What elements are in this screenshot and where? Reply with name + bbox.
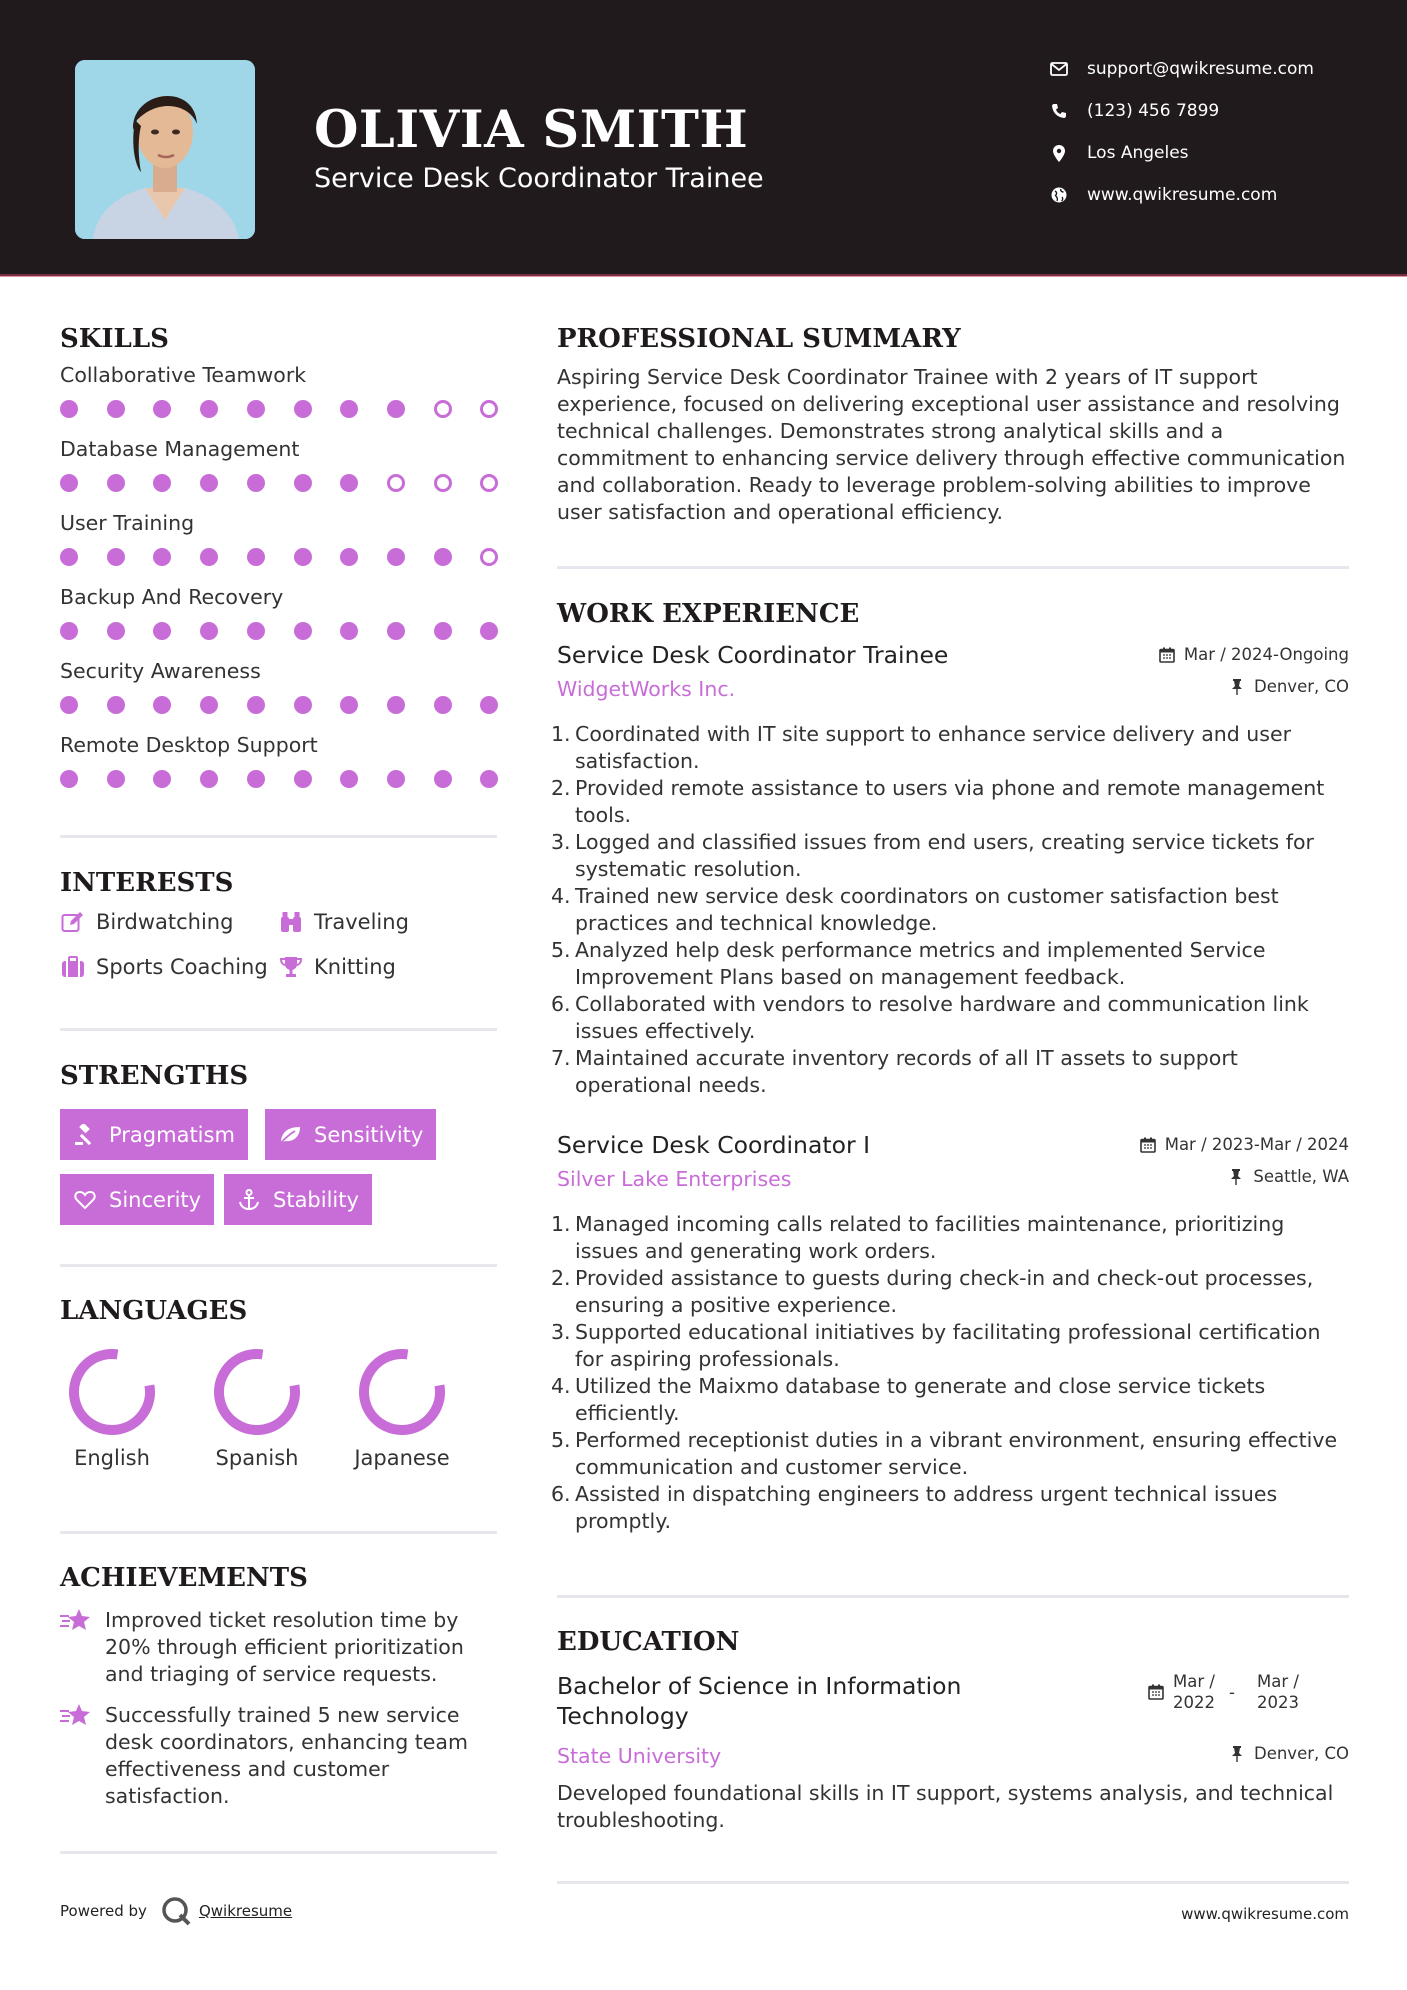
contact-location-text: Los Angeles	[1087, 143, 1189, 163]
bullet-text: Collaborated with vendors to resolve hardware and communication link issues effectively.	[575, 992, 1309, 1043]
contact-website-text: www.qwikresume.com	[1087, 185, 1278, 205]
bullet-number: 3.	[551, 1320, 571, 1344]
strength-badge	[60, 1174, 214, 1225]
skill-dot-filled	[294, 474, 312, 492]
job-bullets	[551, 721, 1349, 1099]
bullet-text: Maintained accurate inventory records of all IT assets to support operational needs.	[575, 1046, 1238, 1097]
skill-rating	[60, 611, 497, 658]
job-bullet	[551, 1319, 1349, 1373]
section-divider	[557, 1881, 1349, 1884]
candidate-title: Service Desk Coordinator Trainee	[314, 163, 764, 194]
summary-heading: PROFESSIONAL SUMMARY	[557, 324, 961, 354]
trophy-icon	[278, 954, 304, 980]
skill-dot-filled	[294, 770, 312, 788]
date-part: Mar /	[1173, 1672, 1215, 1691]
date-part: 2023	[1257, 1693, 1299, 1712]
interest-label: Knitting	[314, 955, 396, 979]
skill-name: Collaborative Teamwork	[60, 363, 307, 387]
strengths-heading: STRENGTHS	[60, 1061, 249, 1091]
interest-item	[60, 909, 233, 935]
section-divider	[60, 835, 497, 838]
skill-rating	[60, 389, 497, 436]
education-school: State University	[557, 1744, 722, 1768]
language-item	[57, 1346, 167, 1470]
skill-dot-filled	[387, 622, 405, 640]
language-ring	[66, 1346, 158, 1438]
job-location-text: Seattle, WA	[1253, 1167, 1349, 1186]
job-bullet	[551, 1045, 1349, 1099]
job-location-text: Denver, CO	[1253, 677, 1349, 696]
skill-name: Backup And Recovery	[60, 585, 284, 609]
bullet-text: Utilized the Maixmo database to generate and close service tickets efficiently.	[575, 1374, 1266, 1425]
skill-rating	[60, 685, 497, 732]
language-ring	[356, 1346, 448, 1438]
skill-dot-filled	[247, 548, 265, 566]
date-part: Mar /	[1257, 1672, 1299, 1691]
job-dates	[1139, 1135, 1349, 1154]
skill-dot-filled	[480, 770, 498, 788]
skill-dot-filled	[200, 696, 218, 714]
skill-dot-empty	[480, 548, 498, 566]
skill-dot-filled	[340, 548, 358, 566]
skill-dot-filled	[107, 622, 125, 640]
pencil-square-icon	[60, 909, 86, 935]
experience-section	[551, 599, 1349, 1533]
strength-label: Stability	[273, 1187, 359, 1212]
qwikresume-logo-icon	[161, 1896, 191, 1926]
gavel-icon	[73, 1123, 97, 1147]
job-title: Service Desk Coordinator Trainee	[557, 641, 949, 669]
bullet-number: 4.	[551, 884, 571, 908]
interest-label: Birdwatching	[96, 910, 234, 934]
job-bullets	[551, 1211, 1349, 1535]
skill-dot-filled	[107, 696, 125, 714]
bullet-number: 6.	[551, 992, 571, 1016]
skill-dot-filled	[387, 400, 405, 418]
contact-location	[1048, 138, 1378, 168]
skill-rating	[60, 537, 497, 584]
job-bullet	[551, 1481, 1349, 1535]
skill-dot-filled	[60, 548, 78, 566]
skill-dot-filled	[434, 770, 452, 788]
section-divider	[60, 1851, 497, 1854]
binoculars-icon	[278, 909, 304, 935]
achievements-heading: ACHIEVEMENTS	[60, 1563, 308, 1593]
skill-dot-filled	[200, 400, 218, 418]
language-label: English	[74, 1446, 150, 1470]
skill-dot-filled	[340, 622, 358, 640]
bullet-number: 1.	[551, 1212, 571, 1236]
education-degree-line: Technology	[557, 1702, 689, 1730]
job-bullet	[551, 1373, 1349, 1427]
suitcase-icon	[60, 954, 86, 980]
skill-dot-filled	[153, 548, 171, 566]
interest-label: Sports Coaching	[96, 955, 268, 979]
skill-dot-filled	[60, 696, 78, 714]
phone-icon	[1048, 100, 1070, 122]
achievement-item	[60, 1702, 497, 1810]
skill-dot-filled	[480, 696, 498, 714]
globe-icon	[1048, 184, 1070, 206]
pushpin-icon	[1228, 1745, 1246, 1763]
interest-item	[278, 909, 409, 935]
strength-badge	[265, 1109, 436, 1160]
contact-phone[interactable]	[1048, 96, 1378, 126]
shooting-star-icon	[60, 1607, 94, 1635]
bullet-text: Provided remote assistance to users via phone and remote management tools.	[575, 776, 1325, 827]
skill-dot-empty	[387, 474, 405, 492]
skill-name: Database Management	[60, 437, 300, 461]
education-heading: EDUCATION	[557, 1627, 740, 1657]
envelope-icon	[1048, 58, 1070, 80]
skill-dot-filled	[107, 770, 125, 788]
shooting-star-icon	[60, 1702, 94, 1730]
anchor-icon	[237, 1188, 261, 1212]
languages-heading: LANGUAGES	[60, 1296, 248, 1326]
skill-dot-filled	[247, 400, 265, 418]
achievements-section	[60, 1563, 497, 1843]
strength-label: Sincerity	[109, 1187, 202, 1212]
strength-badge	[60, 1109, 248, 1160]
strength-label: Sensitivity	[314, 1122, 424, 1147]
skill-dot-filled	[387, 548, 405, 566]
candidate-name: OLIVIA SMITH	[314, 100, 749, 160]
skill-dot-filled	[153, 622, 171, 640]
skill-dot-filled	[107, 474, 125, 492]
job-location	[1227, 1167, 1349, 1186]
skill-dot-filled	[434, 548, 452, 566]
resume-header	[0, 0, 1407, 276]
calendar-icon	[1148, 1684, 1164, 1704]
bullet-number: 3.	[551, 830, 571, 854]
skill-dot-filled	[340, 474, 358, 492]
skill-dot-filled	[153, 474, 171, 492]
bullet-number: 7.	[551, 1046, 571, 1070]
summary-section	[557, 324, 1349, 526]
skill-dot-filled	[387, 696, 405, 714]
skill-dot-empty	[434, 400, 452, 418]
header-accent-line	[0, 274, 1407, 277]
job-company: WidgetWorks Inc.	[557, 677, 736, 701]
bullet-text: Provided assistance to guests during check-in and check-out processes, ensuring a positive experience.	[575, 1266, 1314, 1317]
skill-name: User Training	[60, 511, 195, 535]
skill-dot-filled	[107, 400, 125, 418]
footer-powered-by	[60, 1896, 292, 1926]
job-bullet	[551, 1265, 1349, 1319]
bullet-number: 4.	[551, 1374, 571, 1398]
calendar-icon	[1158, 646, 1176, 664]
job-dates	[1158, 645, 1349, 664]
skills-list	[60, 362, 497, 806]
bullet-number: 6.	[551, 1482, 571, 1506]
skill-dot-filled	[107, 548, 125, 566]
education-section	[557, 1627, 1349, 1832]
job-company: Silver Lake Enterprises	[557, 1167, 792, 1191]
bullet-text: Logged and classified issues from end users, creating service tickets for systematic resolution.	[575, 830, 1314, 881]
bullet-number: 5.	[551, 1428, 571, 1452]
bullet-number: 2.	[551, 776, 571, 800]
bullet-text: Trained new service desk coordinators on customer satisfaction best practices and technical knowledge.	[575, 884, 1279, 935]
skill-dot-filled	[60, 622, 78, 640]
interest-item	[60, 954, 268, 980]
skill-dot-filled	[153, 696, 171, 714]
education-description: Developed foundational skills in IT support, systems analysis, and technical troubleshooting.	[557, 1781, 1334, 1832]
bullet-text: Performed receptionist duties in a vibrant environment, ensuring effective communication and customer service.	[575, 1428, 1338, 1479]
bullet-number: 2.	[551, 1266, 571, 1290]
contact-email-text: support@qwikresume.com	[1087, 59, 1314, 79]
job-bullet	[551, 721, 1349, 775]
achievement-text: Improved ticket resolution time by 20% through efficient prioritization and triaging of service requests.	[105, 1608, 464, 1686]
job-bullet	[551, 991, 1349, 1045]
interest-label: Traveling	[314, 910, 409, 934]
skill-dot-filled	[294, 548, 312, 566]
bullet-text: Managed incoming calls related to facilities maintenance, prioritizing issues and generating work orders.	[575, 1212, 1285, 1263]
skill-dot-empty	[480, 400, 498, 418]
skill-dot-filled	[434, 622, 452, 640]
language-label: Japanese	[354, 1446, 450, 1470]
job-bullet	[551, 937, 1349, 991]
contact-email[interactable]	[1048, 54, 1378, 84]
skill-dot-filled	[247, 770, 265, 788]
education-location-text: Denver, CO	[1253, 1744, 1349, 1763]
skill-dot-filled	[294, 696, 312, 714]
bullet-text: Coordinated with IT site support to enhance service delivery and user satisfaction.	[575, 722, 1291, 773]
skill-rating	[60, 759, 497, 806]
education-location	[1228, 1744, 1349, 1763]
section-divider	[557, 566, 1349, 569]
section-divider	[60, 1531, 497, 1534]
skill-rating	[60, 463, 497, 510]
skill-dot-filled	[340, 696, 358, 714]
job-bullet	[551, 775, 1349, 829]
skill-dot-empty	[434, 474, 452, 492]
bullet-text: Assisted in dispatching engineers to address urgent technical issues promptly.	[575, 1482, 1278, 1533]
profile-photo	[75, 60, 255, 239]
bullet-text: Supported educational initiatives by facilitating professional certification for aspiring professionals.	[575, 1320, 1321, 1371]
section-divider	[557, 1595, 1349, 1598]
skill-dot-filled	[200, 622, 218, 640]
education-dates	[1148, 1671, 1349, 1717]
skill-dot-filled	[247, 696, 265, 714]
education-degree	[557, 1671, 961, 1731]
language-label: Spanish	[215, 1446, 299, 1470]
interests-heading: INTERESTS	[60, 868, 234, 898]
pushpin-icon	[1227, 1168, 1245, 1186]
language-item	[202, 1346, 312, 1470]
strength-label: Pragmatism	[109, 1122, 235, 1147]
job-entry	[551, 641, 1349, 1099]
skill-dot-filled	[153, 770, 171, 788]
powered-by-text: Powered by	[60, 1902, 147, 1920]
skill-dot-filled	[247, 474, 265, 492]
job-entry	[551, 1131, 1349, 1535]
job-dates-text: Mar / 2023-Mar / 2024	[1164, 1135, 1349, 1154]
skill-dot-filled	[434, 696, 452, 714]
qwikresume-link[interactable]: Qwikresume	[198, 1902, 293, 1920]
skill-dot-filled	[60, 474, 78, 492]
job-title: Service Desk Coordinator I	[557, 1131, 871, 1159]
footer-website[interactable]: www.qwikresume.com	[1181, 1905, 1349, 1923]
bullet-number: 1.	[551, 722, 571, 746]
job-bullet	[551, 1211, 1349, 1265]
skill-dot-filled	[153, 400, 171, 418]
skill-dot-filled	[200, 548, 218, 566]
languages-section	[60, 1296, 497, 1496]
skill-dot-filled	[340, 400, 358, 418]
job-bullet	[551, 883, 1349, 937]
calendar-icon	[1139, 1136, 1157, 1154]
experience-heading: WORK EXPERIENCE	[557, 599, 860, 629]
strength-badge	[224, 1174, 372, 1225]
job-bullet	[551, 829, 1349, 883]
contact-website[interactable]	[1048, 180, 1378, 210]
pushpin-icon	[1228, 678, 1246, 696]
job-bullet	[551, 1427, 1349, 1481]
interest-item	[278, 954, 396, 980]
skill-dot-filled	[247, 622, 265, 640]
interests-section	[60, 868, 497, 1018]
language-item	[347, 1346, 457, 1470]
strengths-section	[60, 1061, 497, 1231]
leaf-icon	[278, 1123, 302, 1147]
skill-dot-filled	[200, 770, 218, 788]
date-part: 2022	[1173, 1693, 1215, 1712]
heart-icon	[73, 1188, 97, 1212]
skills-heading: SKILLS	[60, 324, 169, 354]
job-dates-text: Mar / 2024-Ongoing	[1183, 645, 1349, 664]
skill-dot-filled	[200, 474, 218, 492]
skill-dot-empty	[480, 474, 498, 492]
skill-dot-filled	[60, 400, 78, 418]
section-divider	[60, 1264, 497, 1267]
skill-dot-filled	[60, 770, 78, 788]
skill-dot-filled	[387, 770, 405, 788]
location-pin-icon	[1048, 142, 1070, 164]
summary-text: Aspiring Service Desk Coordinator Trainee with 2 years of IT support experience, focused on delivering exceptional user assistance and resolving technical challenges. Demonstrates strong analytical skills and a commitment to enhancing service delivery through effective communication and collaboration. Ready to leverage problem-solving abilities to improve user satisfaction and operational efficiency.	[557, 365, 1346, 524]
skill-dot-filled	[294, 400, 312, 418]
skill-dot-filled	[340, 770, 358, 788]
skill-name: Security Awareness	[60, 659, 261, 683]
skill-dot-filled	[294, 622, 312, 640]
bullet-text: Analyzed help desk performance metrics and implemented Service Improvement Plans based on management feedback.	[575, 938, 1266, 989]
section-divider	[60, 1028, 497, 1031]
bullet-number: 5.	[551, 938, 571, 962]
skill-dot-filled	[480, 622, 498, 640]
skill-name: Remote Desktop Support	[60, 733, 318, 757]
education-date-end	[1257, 1671, 1299, 1713]
achievement-text: Successfully trained 5 new service desk coordinators, enhancing team effectiveness and customer satisfaction.	[105, 1703, 468, 1808]
achievement-item	[60, 1607, 497, 1688]
job-location	[1228, 677, 1349, 696]
date-separator: -	[1229, 1683, 1235, 1702]
language-ring	[211, 1346, 303, 1438]
contact-phone-text: (123) 456 7899	[1087, 101, 1220, 121]
education-degree-line: Bachelor of Science in Information	[557, 1672, 962, 1700]
skills-section	[60, 324, 497, 806]
education-date-start	[1173, 1671, 1215, 1713]
